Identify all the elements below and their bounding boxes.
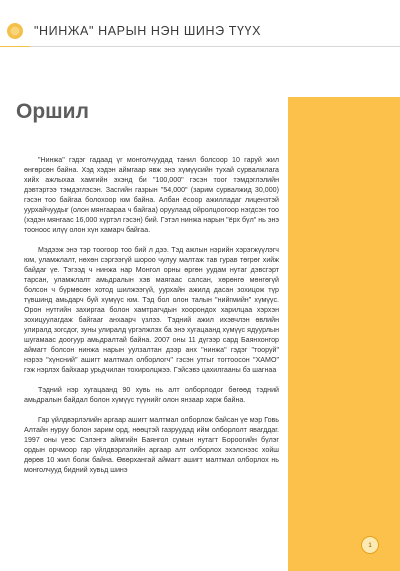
page-number: 1 (361, 536, 379, 554)
paragraph: "Нинжа" гэдэг гадаад үг монголчуудад танил болсоор 10 гаруй жил өнгөрсөн байна. Хэд хэдэн аймгаар явж энэ хүмүүсийн тухай сурвалжлага хийх ажлыхаа хамгийн эхэнд би "100,000" гэсэн тоог тэмдэглэлийн дэвтэртээ тэмдэглэсэн. Засгийн газрын "54,000" (зарим сурвалжид 30,000) гэсэн тоо байгаа болохоор юм байна. Албан ёсоор ажилладаг лицензтэй уурхайчуудыг (олон мянгаараа ч байгаа) оруулаад ойролцоогоор нэгдсэн тоо (хэдэн мянгаас 16,000 хүртэл гэсэн) бий. Гэтэл нинжа нарын "ёрх бүл" нь энэ тооноос илүү олон хүн хамарч байгаа. (24, 156, 279, 234)
paragraph: Тэдний нэр хугацаанд 90 хувь нь алт олборлодог бөгөөд тэдний амьдралын байдал болон хүмүүс түүнийг олон янзаар харж байна. (24, 386, 279, 404)
section-title: Оршил (16, 100, 89, 123)
paragraph: Гар үйлдвэрлэлийн аргаар ашигт малтмал олборлож байсан үе мэр Говь Алтайн нуруу болон зарим орд, нөөцтэй газруудад ийм олборлолт явагддаг. 1997 оны үеэс Сэлэнгэ аймгийн Баянгол сумын нутагт Бороогийн бүлэг ордын орчмоор гар үйлдвэрлэлийн аргаар алт олборлох эхэлснээс хойш дөрөв 10 жил болж байна. Өвөрхангай аймагт ашигт малтмал олборлох нь монголчууд бидний хувьд шинэ (24, 416, 279, 474)
header-title: "НИНЖА" НАРЫН НЭН ШИНЭ ТҮҮХ (34, 24, 262, 38)
body-text (24, 155, 279, 485)
side-accent-panel (288, 97, 400, 571)
paragraph: Мэдээж энэ тэр тоогоор тоо бий л дээ. Тэд ажлын нэрийн хэрэгжүүлэгч юм, уламжлалт, нөхөн сэргээгүй шороо чулуу малтаж тав гурав төгрөг хийж байдаг үе. Тэгээд ч нинжа нар Монгол орны өргөн уудам нутаг дэвсгэрт тарсан, уламжлалт амьдралын хэв маягаас салсан, хөрөнгө мөнгөгүй болсон ч бүрмөсөн хотод шилжээгүй, уурхайн ажилд дасан зохицож түр түвшинд амьдарч буй хүмүүс юм. Тэд бол олон талын "нийгмийн" хүмүүс. Орон нутгийн захиргаа болон хамтрагчдын хоорондох харилцаа хэрхэн зохицуулагдаж байгааг анхаарч үзлээ. Тэдний ажил ихэвчлэн өвлийн улиралд зогсдог, зуны улиралд үргэлжлэх ба энэ хугацаанд хүмүүс ядуурлын шугамаас доогуур амьдралтай байна. 2007 оны 11 дүгээр сард Баянхонгор аймагт болсон нинжа нарын уулзалтан дээр анх "нинжа" гэдэг "тооруй" нэрээ "хүнсний" ашигт малтмал олборлогч" гэсэн утгыг тогтоосон "ХАМО" гэж нэрлэх байхаар урьдчилан тохиролцжээ. Гэйсэвэ цахилгааны бэ шагнаа (24, 246, 279, 374)
header-divider (0, 46, 400, 47)
sun-icon (6, 22, 24, 40)
